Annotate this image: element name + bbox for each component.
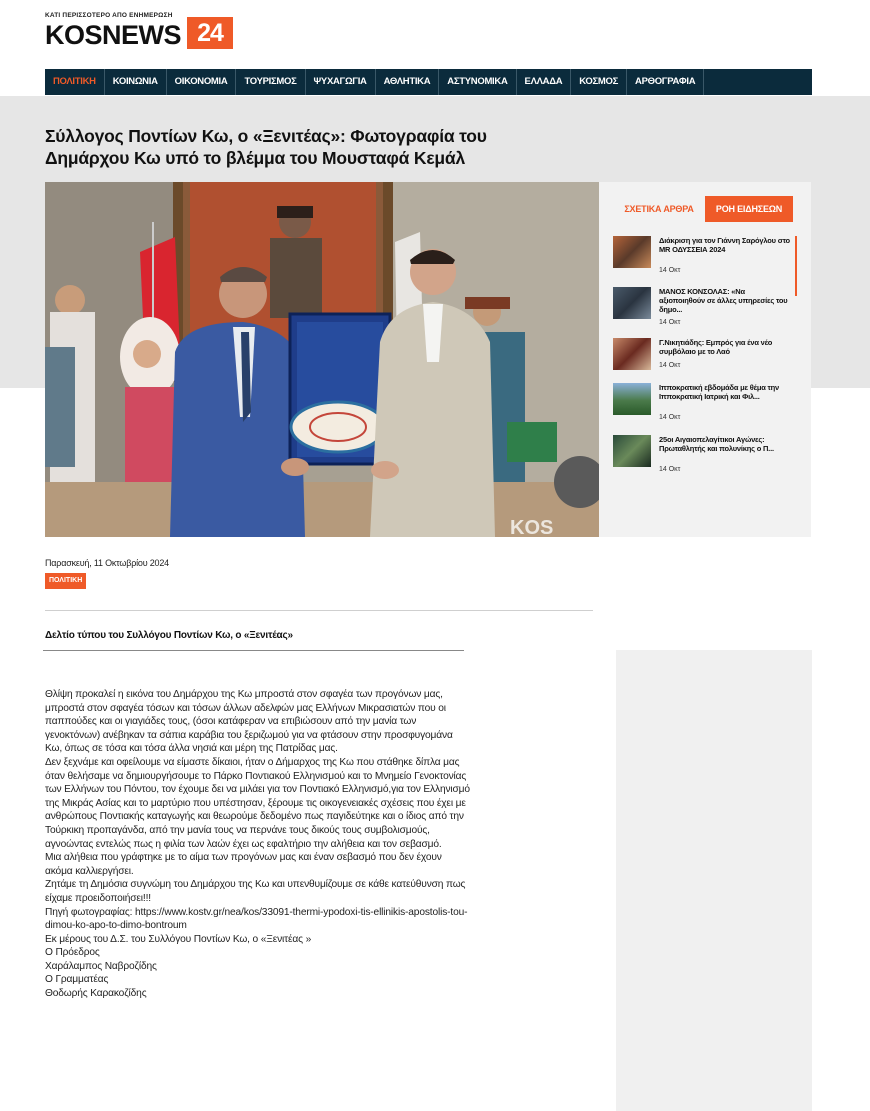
- signature-role: Ο Γραμματέας: [45, 974, 109, 986]
- article-paragraph: Δεν ξεχνάμε και οφείλουμε να είμαστε δίκαιοι, ήταν ο Δήμαρχος της Κω που στάθηκε δίπλα μας όταν θελήσαμε να δημιουργήσουμε το Πάρκο Ποντιακού Ελληνισμού και το Μνημείο Γενοκτονίας των Ελλήνων του Πόντου, τον έχουμε δει να μιλάει για τον Ποντιακό Ελληνισμό,για τον Ελληνισμό της Μικράς Ασίας και το μαρτύριο που υπέστησαν, ξέρουμε τις οικογενειακές σχέσεις που έχει με ανθρώπους Ποντιακής καταγωγής και θεωρούμε δεδομένο πως παγιδεύτηκε και ο ίδιος από την Τούρκικη προπαγάνδα, από την μανία τους να περνάνε τους δικούς τους συμβολισμούς, αγνοώντας εντελώς πως η φιλία των λαών έχει ως εφαλτήριο την αλήθεια και τον σεβασμό.: [45, 756, 470, 850]
- news-item[interactable]: [613, 236, 797, 276]
- article-paragraph: Μια αλήθεια που γράφτηκε με το αίμα των προγόνων μας και έναν σεβασμό που δεν έχουν ακόμα καλλιεργήσει.: [45, 852, 442, 877]
- news-thumbnail: [613, 435, 651, 467]
- article-paragraph: Ζητάμε τη Δημόσια συγνώμη του Δημάρχου της Κω και υπενθυμίζουμε σε κάθε κατεύθυνση πως είχαμε προειδοποιήσει!!!: [45, 879, 466, 904]
- article-date: Παρασκευή, 11 Οκτωβρίου 2024: [45, 558, 169, 568]
- site-tagline: ΚΑΤΙ ΠΕΡΙΣΣΟΤΕΡΟ ΑΠΟ ΕΝΗΜΕΡΩΣΗ: [45, 12, 173, 19]
- site-logo[interactable]: [45, 12, 245, 52]
- news-item-title[interactable]: ΜΑΝΟΣ ΚΟΝΣΟΛΑΣ: «Να αξιοποιηθούν σε άλλες υπηρεσίες του δημο...: [659, 287, 788, 314]
- main-nav: [45, 69, 812, 95]
- nav-item-politiki[interactable]: ΠΟΛΙΤΙΚΗ: [45, 69, 105, 95]
- news-item[interactable]: [613, 338, 797, 378]
- article-paragraph: Θλίψη προκαλεί η εικόνα του Δημάρχου της Κω μπροστά στον σφαγέα των προγόνων μας, μπροστά στον σφαγέα τόσων και τόσων άλλων αδελφών μας Ελλήνων Μικρασιατών που οι παππούδες και οι γιαγιάδες τους, (όσοι κατάφεραν να επιβιώσουν από την μανία των γενοκτόνων) ανέβηκαν τα σάπια καράβια του ξεριζωμού για να φτάσουν στην προσφυγομάνα Κω, όπως σε τόσα και τόσα άλλα νησιά και μέρη της Πατρίδας μας.: [45, 689, 453, 755]
- news-item-date: 14 Οκτ: [659, 267, 681, 274]
- photo-source: Πηγή φωτογραφίας: https://www.kostv.gr/nea/kos/33091-thermi-ypodoxi-tis-ellinikis-apostolis-tou-dimou-ko-apo-to-dimo-bontroum: [45, 906, 468, 932]
- news-thumbnail: [613, 383, 651, 415]
- nav-item-arthrografia[interactable]: ΑΡΘΟΓΡΑΦΙΑ: [627, 69, 704, 95]
- news-thumbnail: [613, 287, 651, 319]
- tab-news-feed[interactable]: ΡΟΗ ΕΙΔΗΣΕΩΝ: [705, 196, 793, 222]
- nav-item-tourismos[interactable]: ΤΟΥΡΙΣΜΟΣ: [236, 69, 305, 95]
- article-title: Σύλλογος Ποντίων Κω, ο «Ξενιτέας»: Φωτογραφία του Δημάρχου Κω υπό το βλέμμα του Μουσταφά Κεμάλ: [45, 126, 487, 168]
- news-thumbnail: [613, 338, 651, 370]
- news-item-date: 14 Οκτ: [659, 319, 681, 326]
- tab-related-articles[interactable]: ΣΧΕΤΙΚΑ ΑΡΘΡΑ: [624, 204, 694, 214]
- news-item-date: 14 Οκτ: [659, 414, 681, 421]
- news-item-title[interactable]: Ιπποκρατική εβδομάδα με θέμα την Ιπποκρατική Ιατρική και Φιλ...: [659, 383, 780, 401]
- news-item[interactable]: [613, 287, 797, 327]
- press-release-title: Δελτίο τύπου του Συλλόγου Ποντίων Κω, ο «Ξενιτέας»: [45, 630, 293, 641]
- divider: [45, 610, 593, 611]
- news-sidebar: [599, 182, 811, 537]
- signature-role: Ο Πρόεδρος: [45, 947, 100, 959]
- signature-name: Θοδωρής Καρακοζίδης: [45, 988, 147, 1000]
- news-item-date: 14 Οκτ: [659, 362, 681, 369]
- photo-watermark: KOS: [510, 517, 554, 537]
- logo-number-badge: 24: [187, 17, 233, 49]
- nav-item-athlitika[interactable]: ΑΘΛΗΤΙΚΑ: [376, 69, 440, 95]
- article-photo: [45, 182, 599, 537]
- news-item-title[interactable]: 25οι Αιγαιοπελαγίτικοι Αγώνες: Πρωταθλητής και πολυνίκης ο Π...: [659, 435, 774, 453]
- nav-item-oikonomia[interactable]: ΟΙΚΟΝΟΜΙΑ: [167, 69, 237, 95]
- nav-item-kosmos[interactable]: ΚΟΣΜΟΣ: [571, 69, 627, 95]
- news-item[interactable]: [613, 383, 797, 423]
- nav-item-koinonia[interactable]: ΚΟΙΝΩΝΙΑ: [105, 69, 167, 95]
- nav-item-astynomika[interactable]: ΑΣΤΥΝΟΜΙΚΑ: [439, 69, 516, 95]
- nav-item-ellada[interactable]: ΕΛΛΑΔΑ: [517, 69, 572, 95]
- news-item-date: 14 Οκτ: [659, 466, 681, 473]
- news-item-title[interactable]: Διάκριση για τον Γιάννη Σαρόγλου στο MR ΟΔΥΣΣΕΙΑ 2024: [659, 236, 790, 254]
- logo-wordmark: KOSNEWS: [45, 20, 182, 50]
- news-thumbnail: [613, 236, 651, 268]
- news-item-title[interactable]: Γ.Νικητιάδης: Εμπρός για ένα νέο συμβόλαιο με το Λαό: [659, 338, 773, 356]
- news-item[interactable]: [613, 435, 797, 475]
- ad-placeholder: [616, 650, 812, 1111]
- article-body: [45, 688, 470, 1001]
- signature-name: Χαράλαμπος Ναβροζίδης: [45, 960, 157, 972]
- signature-line: Εκ μέρους του Δ.Σ. του Συλλόγου Ποντίων Κω, ο «Ξενιτέας »: [45, 933, 312, 945]
- category-badge[interactable]: ΠΟΛΙΤΙΚΗ: [45, 573, 86, 589]
- nav-item-psychagogia[interactable]: ΨΥΧΑΓΩΓΙΑ: [306, 69, 376, 95]
- divider: [43, 650, 464, 651]
